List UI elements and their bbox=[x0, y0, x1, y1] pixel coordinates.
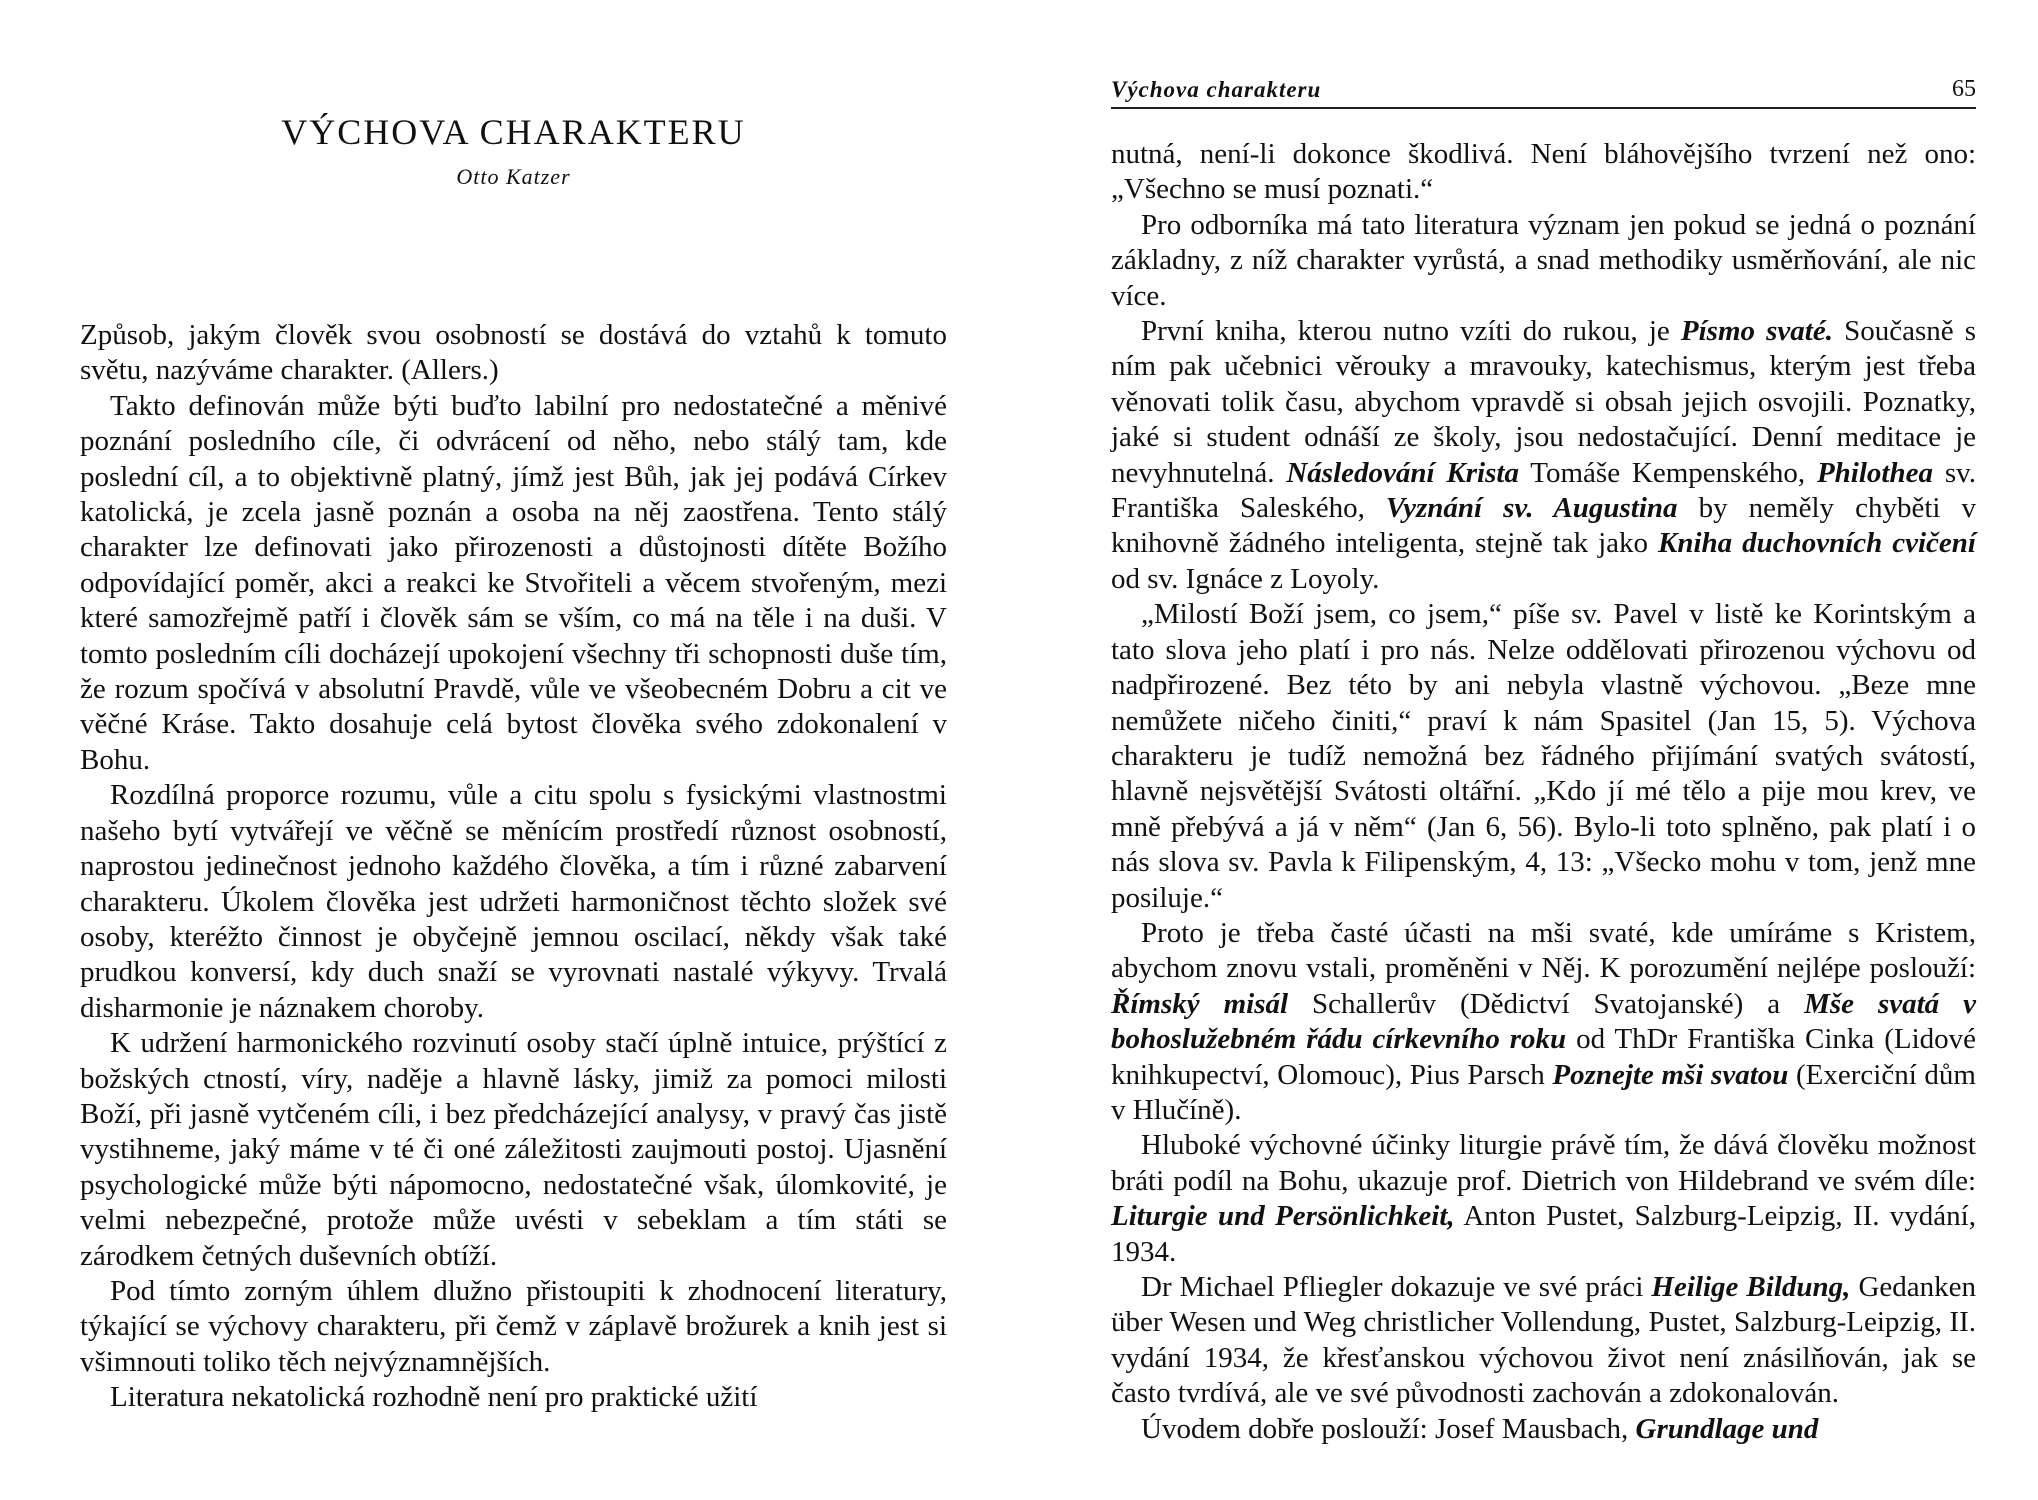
book-title: Následování Krista bbox=[1286, 456, 1519, 489]
paragraph: Rozdílná proporce rozumu, vůle a citu spolu s fysickými vlastnostmi našeho bytí vytvářejí ve věčně se měnícím prostředí různost osobností, naprostou jedinečnost jednoho každého člověka, a tím i různé zabarvení charakteru. Úkolem člověka jest udržeti harmoničnost těchto složek své osoby, kteréžto činnost je obyčejně jemnou oscilací, někdy však také prudkou konversí, kdy duch snaží se vyrovnati nastalé výkyvy. Trvalá disharmonie je náznakem choroby. bbox=[80, 779, 947, 1024]
text-run: Současně s ním pak učebnici věrouky a mravouky, katechismus, kterým jest třeba věnovati tolik času, abychom vpravdě si obsah jejich osvojili. Poznatky, jaké si student odnáší ze školy, jsou nedostačující. Denní meditace je nevyhnutelná. bbox=[1111, 315, 1976, 489]
right-page bbox=[1019, 0, 2038, 1500]
paragraph bbox=[1111, 314, 1976, 597]
paragraph: nutná, není-li dokonce škodlivá. Není bláhovějšího tvrzení než ono: „Všechno se musí poznati.“ bbox=[1111, 138, 1976, 206]
text-run: sv. Františka Saleského, bbox=[1111, 456, 1976, 525]
text-run: od sv. Ignáce z Loyoly. bbox=[1111, 562, 1380, 595]
paragraph bbox=[1111, 1412, 1976, 1447]
book-title: Grundlage und bbox=[1635, 1412, 1819, 1445]
left-page-body bbox=[80, 318, 947, 1416]
book-title: Kniha duchovních cvičení bbox=[1657, 527, 1976, 560]
text-run: od ThDr Františka Cinka (Lidové knihkupectví, Olomouc), Pius Parsch bbox=[1111, 1023, 1976, 1091]
text-run: Schallerův (Dědictví Svatojanské) a bbox=[1288, 987, 1805, 1020]
text-run: Proto je třeba časté účasti na mši svaté, kde umíráme s Kristem, abychom znovu vstali, proměněni v Něj. K porozumění nejlépe poslouží: bbox=[1111, 916, 1976, 985]
book-title: Mše svatá v bohoslužebném řádu církevního roku bbox=[1111, 987, 1977, 1056]
text-run: Hluboké výchovné účinky liturgie právě tím, že dává člověku možnost bráti podíl na Bohu, ukazuje prof. Dietrich von Hildebrand ve svém díle: bbox=[1111, 1129, 1976, 1197]
paragraph bbox=[1111, 1128, 1976, 1270]
text-run: by neměly chyběti v knihovně žádného inteligenta, stejně tak jako bbox=[1111, 492, 1977, 560]
article-title: VÝCHOVA CHARAKTERU bbox=[281, 112, 746, 152]
right-page-body bbox=[1111, 137, 1976, 1447]
page-number: 65 bbox=[1952, 76, 1976, 102]
paragraph: Literatura nekatolická rozhodně není pro praktické užití bbox=[110, 1381, 758, 1414]
text-run: Anton Pustet, Salzburg-Leipzig, II. vydání, 1934. bbox=[1111, 1200, 1976, 1268]
book-title: Římský misál bbox=[1111, 987, 1289, 1020]
text-run: (Exerciční dům v Hlučíně). bbox=[1111, 1058, 1976, 1126]
running-head bbox=[1111, 76, 1976, 109]
paragraph bbox=[1111, 1270, 1976, 1412]
paragraph: „Milostí Boží jsem, co jsem,“ píše sv. Pavel v listě ke Korintským a tato slova jeho platí i pro nás. Nelze oddělovati přirozenou výchovu od nadpřirozené. Bez této by ani nebyla vlastně výchovou. „Beze mne nemůžete ničeho činiti,“ praví k nám Spasitel (Jan 15, 5). Výchova charakteru je tudíž nemožná bez řádného přijímání svatých svátostí, hlavně nejsvětější Svátosti oltářní. „Kdo jí mé tělo a pije mou krev, ve mně přebývá a já v něm“ (Jan 6, 56). Bylo-li toto splněno, pak platí i o nás slova sv. Pavla k Filipenským, 4, 13: „Všecko mohu v tom, jenž mne posiluje.“ bbox=[1111, 598, 1976, 914]
paragraph: Pro odborníka má tato literatura význam jen pokud se jedná o poznání základny, z níž charakter vyrůstá, a snad methodiky usměrňování, ale nic více. bbox=[1111, 208, 1976, 312]
text-run: Úvodem dobře poslouží: Josef Mausbach, bbox=[1141, 1412, 1636, 1445]
paragraph: Takto definován může býti buďto labilní pro nedostatečné a měnivé poznání posledního cíle, či odvrácení od něho, nebo stálý tam, kde poslední cíl, a to objektivně platný, jímž jest Bůh, jak jej podává Církev katolická, je zcela jasně poznán a osoba na něj zaostřena. Tento stálý charakter lze definovati jako přirozenosti a důstojnosti dítěte Božího odpovídající poměr, akci a reakci ke Stvořiteli a věcem stvořeným, mezi které samozřejmě patří i člověk sám se vším, co má na těle i na duši. V tomto posledním cíli docházejí upokojení všechny tři schopnosti duše tím, že rozum spočívá v absolutní Pravdě, vůle ve všeobecném Dobru a cit ve věčné Kráse. Takto dosahuje celá bytost člověka svého zdokonalení v Bohu. bbox=[80, 389, 947, 776]
text-run: Gedanken über Wesen und Weg christlicher Vollendung, Pustet, Salzburg-Leipzig, II. vydání 1934, že křesťanskou výchovou život není znásilňován, jak se často tvrdívá, ale ve své původnosti zachován a zdokonalován. bbox=[1111, 1271, 1977, 1410]
text-run: První kniha, kterou nutno vzíti do rukou, je bbox=[1141, 315, 1681, 348]
running-head-title: Výchova charakteru bbox=[1111, 77, 1322, 102]
text-run: Tomáše Kempenského, bbox=[1518, 456, 1817, 489]
book-title: Poznejte mši svatou bbox=[1552, 1058, 1789, 1091]
paragraph: Způsob, jakým člověk svou osobností se dostává do vztahů k tomuto světu, nazýváme charakter. (Allers.) bbox=[80, 319, 947, 387]
paragraph: K udržení harmonického rozvinutí osoby stačí úplně intuice, prýštící z božských ctností, víry, naděje a hlavně lásky, jimiž za pomoci milosti Boží, při jasně vytčeném cíli, i bez předcházející analysy, v pravý čas jistě vystihneme, jaký máme v té či oné záležitosti zaujmouti postoj. Ujasnění psychologické může býti nápomocno, nedostatečné však, úlomkovité, je velmi nebezpečné, protože může uvésti v sebeklam a tím státi se zárodkem četných duševních obtíží. bbox=[80, 1027, 947, 1272]
book-title: Liturgie und Persönlichkeit, bbox=[1111, 1200, 1455, 1233]
book-title: Philothea bbox=[1816, 456, 1933, 489]
book-title: Vyznání sv. Augustina bbox=[1385, 492, 1678, 525]
book-title: Písmo svaté. bbox=[1680, 315, 1833, 348]
paragraph bbox=[1111, 916, 1976, 1128]
text-run: Dr Michael Pfliegler dokazuje ve své práci bbox=[1141, 1271, 1652, 1303]
paragraph: Pod tímto zorným úhlem dlužno přistoupiti k zhodnocení literatury, týkající se výchovy charakteru, při čemž v záplavě brožurek a knih jest si všimnouti toliko těch nejvýznamnějších. bbox=[80, 1274, 947, 1378]
book-title: Heilige Bildung, bbox=[1651, 1271, 1851, 1303]
article-author: Otto Katzer bbox=[456, 164, 571, 189]
